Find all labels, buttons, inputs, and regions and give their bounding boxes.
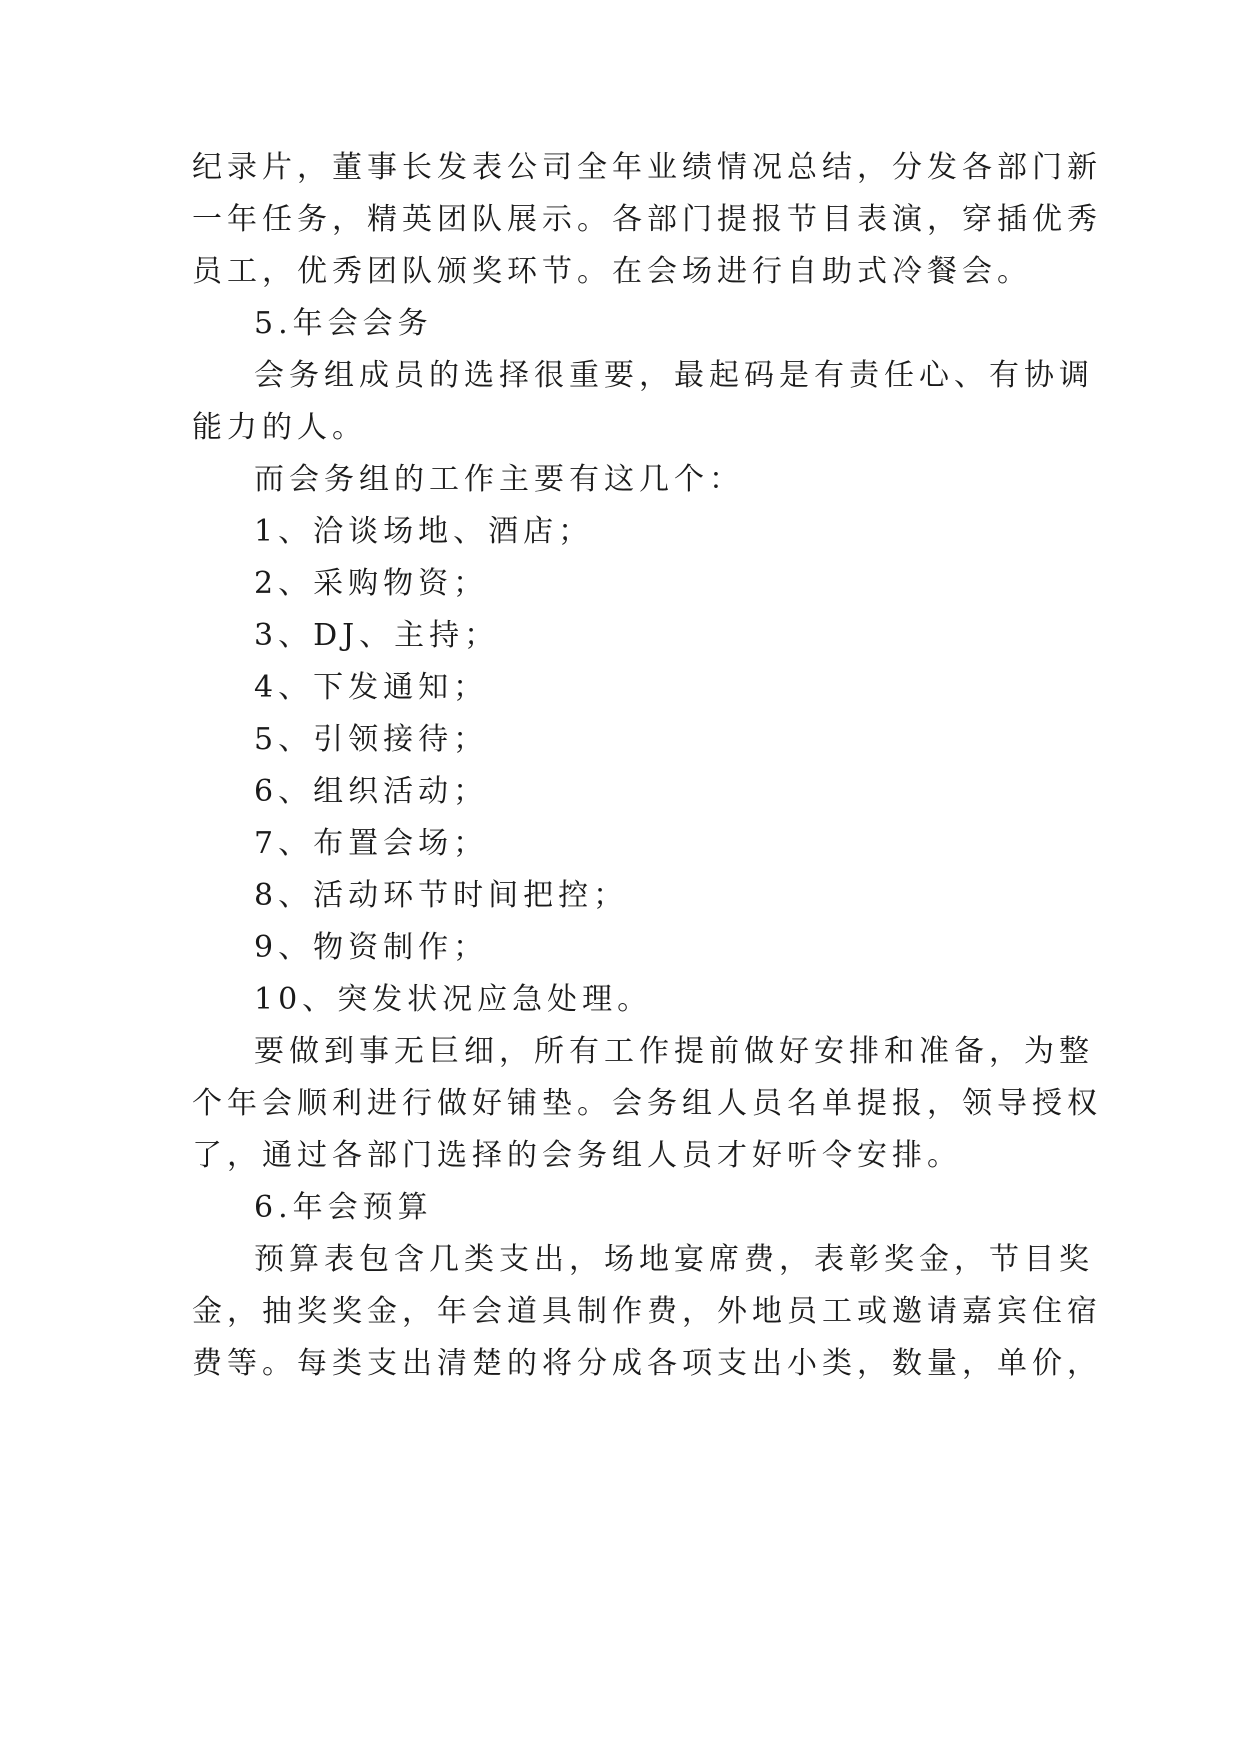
list-item: 2、采购物资；: [254, 566, 489, 601]
body-text-line: 会务组成员的选择很重要，最起码是有责任心、有协调: [254, 358, 1094, 393]
body-text-line: 了，通过各部门选择的会务组人员才好听令安排。: [192, 1138, 962, 1173]
body-text-line: 能力的人。: [192, 410, 367, 445]
list-item: 1、洽谈场地、酒店；: [254, 514, 594, 549]
list-item: 7、布置会场；: [254, 826, 489, 861]
section-heading: 6.年会预算: [254, 1190, 433, 1225]
body-text-line: 而会务组的工作主要有这几个：: [254, 462, 744, 497]
list-item: 8、活动环节时间把控；: [254, 878, 629, 913]
list-item: 9、物资制作；: [254, 930, 489, 965]
body-text-line: 员工，优秀团队颁奖环节。在会场进行自助式冷餐会。: [192, 254, 1032, 289]
body-text-line: 个年会顺利进行做好铺垫。会务组人员名单提报，领导授权: [192, 1086, 1102, 1121]
body-text-line: 金，抽奖奖金，年会道具制作费，外地员工或邀请嘉宾住宿: [192, 1294, 1102, 1329]
body-text-line: 预算表包含几类支出，场地宴席费，表彰奖金，节目奖: [254, 1242, 1094, 1277]
body-text-line: 一年任务，精英团队展示。各部门提报节目表演，穿插优秀: [192, 202, 1102, 237]
section-heading: 5.年会会务: [254, 306, 433, 341]
body-text-line: 纪录片，董事长发表公司全年业绩情况总结，分发各部门新: [192, 150, 1102, 185]
list-item: 3、DJ、主持；: [254, 618, 500, 653]
body-text-line: 费等。每类支出清楚的将分成各项支出小类，数量，单价，: [192, 1346, 1102, 1381]
list-item: 5、引领接待；: [254, 722, 489, 757]
body-text-line: 要做到事无巨细，所有工作提前做好安排和准备，为整: [254, 1034, 1094, 1069]
list-item: 6、组织活动；: [254, 774, 489, 809]
list-item: 4、下发通知；: [254, 670, 489, 705]
list-item: 10、突发状况应急处理。: [254, 982, 653, 1017]
